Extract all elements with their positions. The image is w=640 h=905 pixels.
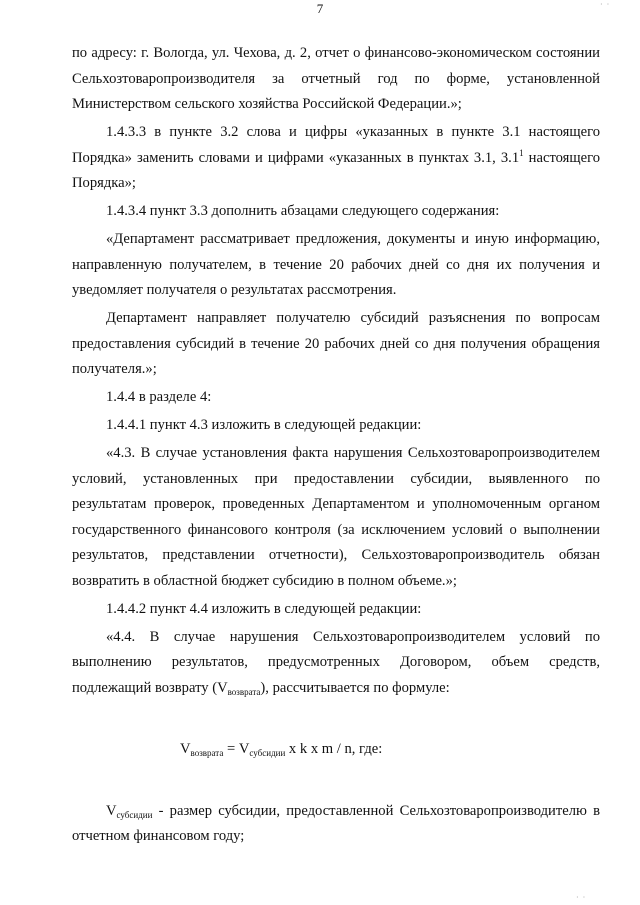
paragraph-department-review: «Департамент рассматривает предложения, документы и иную информацию, направленную получателем, в течение 20 рабочих дней со дня их получения и уведомляет получателя о результатах рассмотрения.: [72, 231, 600, 298]
paragraph-1-4-3-4: 1.4.3.4 пункт 3.3 дополнить абзацами следующего содержания:: [106, 203, 500, 219]
paragraph-department-clarify: Департамент направляет получателю субсидий разъяснения по вопросам предоставления субсидий в течение 20 рабочих дней со дня получения обращения получателя.»;: [72, 310, 600, 377]
paragraph-definition-vsubsidii: [72, 799, 600, 850]
formula-rest: x k x m / n, где:: [285, 741, 383, 757]
page-number: 7: [316, 1, 324, 16]
document-body: [72, 41, 600, 852]
paragraph-1-4-4-2: 1.4.4.2 пункт 4.4 изложить в следующей редакции:: [106, 600, 422, 617]
formula-v: V: [180, 741, 191, 757]
subscript-vozvrata: возврата: [227, 686, 261, 697]
paragraph-1-4-3-3: [72, 120, 600, 197]
paragraph-1-4-3-3-text-a: 1.4.3.3 в пункте 3.2 слова и цифры «указанных в пункте 3.1 настоящего Порядка» заменить словами и цифрами «указанных в пунктах 3.1, 3.1: [72, 124, 600, 166]
formula: [72, 737, 600, 763]
definition-sub-subsidii: субсидии: [116, 809, 153, 820]
paragraph-1-4-3-3-text-b: настоящего Порядка»;: [72, 149, 600, 191]
paragraph-1-4-4-1: 1.4.4.1 пункт 4.3 изложить в следующей редакции:: [106, 417, 422, 433]
definition-v: V: [106, 802, 117, 819]
scan-artifact-top: · ·: [600, 0, 611, 9]
superscript-index: 1: [519, 147, 524, 158]
formula-sub-vozvrata: возврата: [190, 748, 224, 758]
paragraph-4-4-text-a: «4.4. В случае нарушения Сельхозтоваропроизводителем условий по выполнению результатов, предусмотренных Договором, объем средств, подлежащий возврату (V: [72, 628, 600, 696]
paragraph-1-4-4: 1.4.4 в разделе 4:: [106, 389, 212, 405]
definition-text: - размер субсидии, предоставленной Сельхозтоваропроизводителю в отчетном финансовом году;: [72, 802, 600, 844]
paragraph-address: по адресу: г. Вологда, ул. Чехова, д. 2, отчет о финансово-экономическом состоянии Сельхозтоваропроизводителя за отчетный год по форме, установленной Министерством сельского хозяйства Российской Федерации.»;: [72, 45, 600, 112]
paragraph-4-4: [72, 625, 600, 702]
paragraph-4-4-text-b: ), рассчитывается по формуле:: [260, 679, 450, 696]
formula-equals: = V: [223, 741, 250, 757]
formula-sub-subsidii: субсидии: [249, 748, 286, 758]
scan-artifact-bottom: · ·: [576, 893, 587, 902]
paragraph-4-3: «4.3. В случае установления факта нарушения Сельхозтоваропроизводителем условий, установленных при предоставлении субсидии, выявленного по результатам проверок, проведенных Департаментом и уполномоченным органом государственного финансового контроля (за исключением условий о выполнении результатов, представлении отчетности), Сельхозтоваропроизводитель обязан возвратить в областной бюджет субсидию в полном объеме.»;: [72, 445, 600, 589]
